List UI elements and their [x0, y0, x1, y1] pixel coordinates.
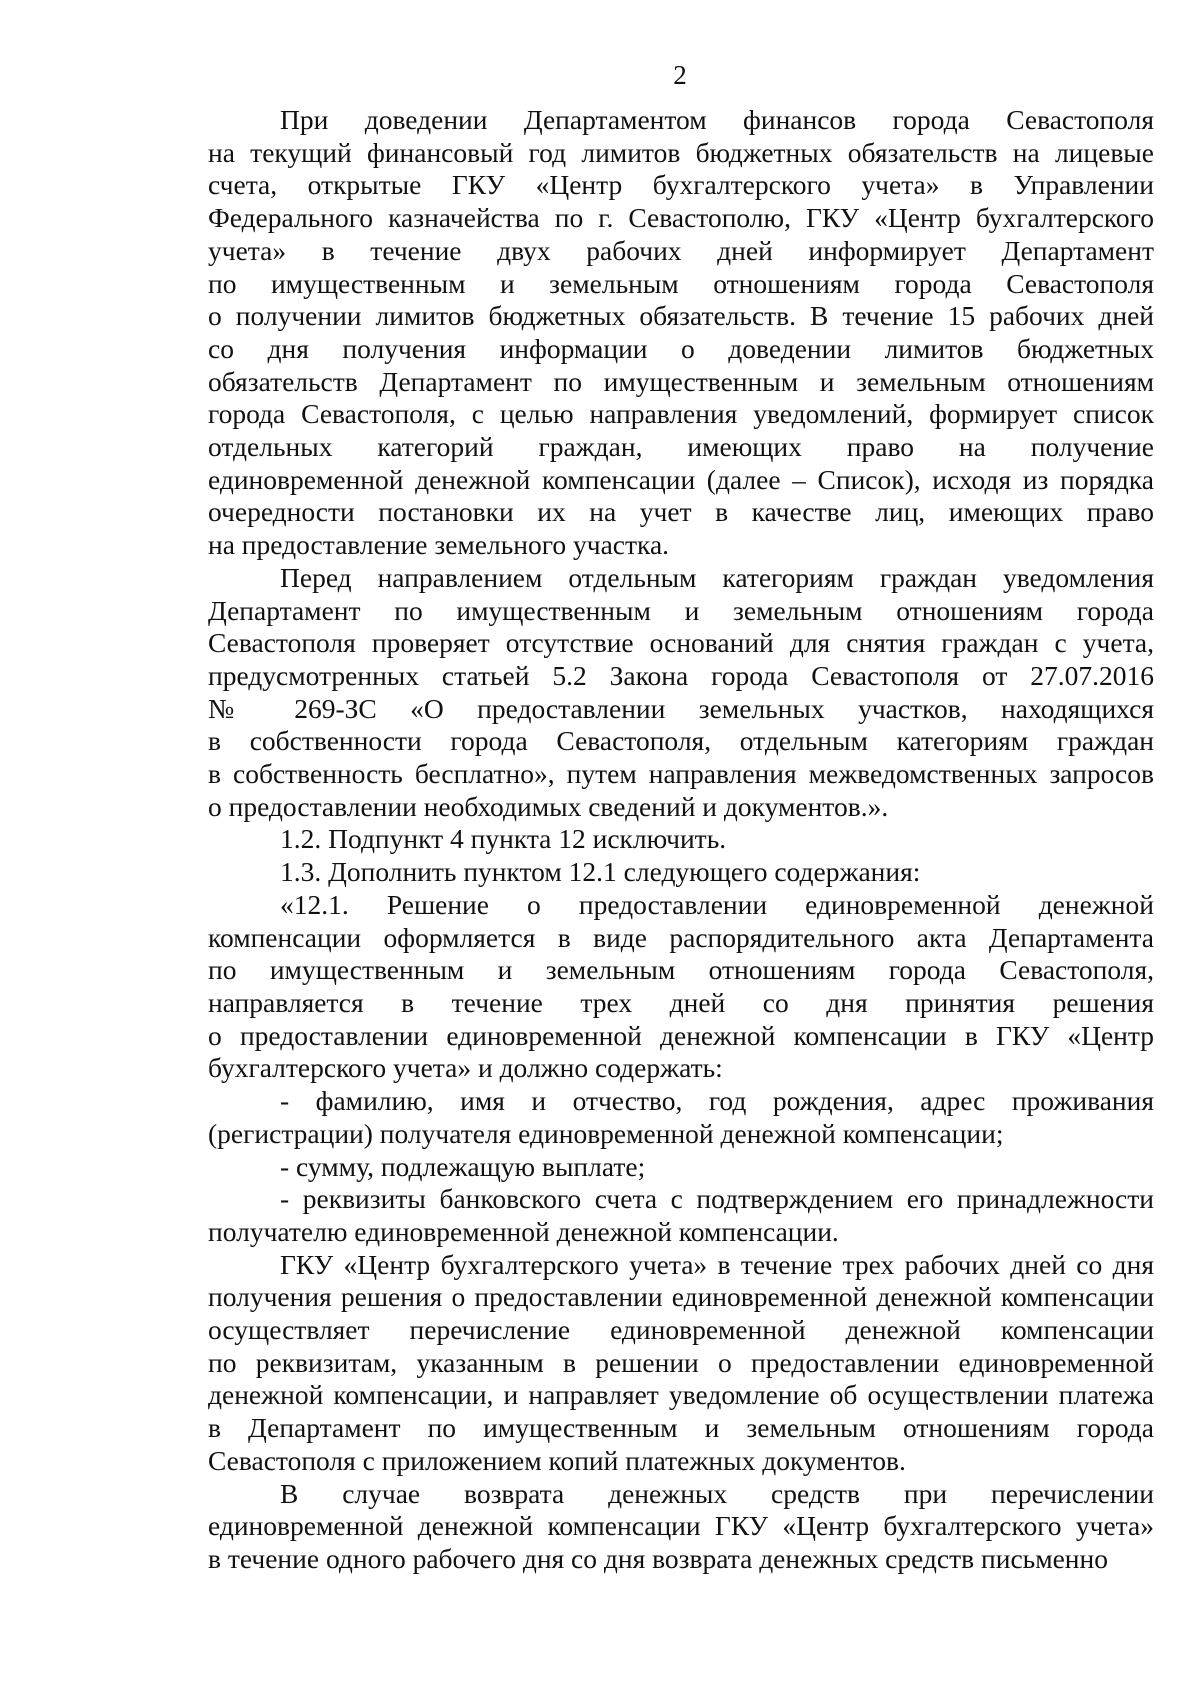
paragraph-limits-notification-line: Федерального казначейства по г. Севастополю, ГКУ «Центр бухгалтерского	[208, 202, 1154, 234]
paragraph-payment-transfer-line: осуществляет перечисление единовременной денежной компенсации	[208, 1314, 1154, 1346]
paragraph-item-12-1-line: направляется в течение трех дней со дня принятия решения	[208, 986, 1154, 1018]
paragraph-funds-return-line: В случае возврата денежных средств при перечислении	[280, 1477, 1154, 1509]
paragraph-pre-notification-check-line: Перед направлением отдельным категориям граждан уведомления	[280, 561, 1154, 593]
paragraph-item-1-2-line: 1.2. Подпункт 4 пункта 12 исключить.	[280, 823, 727, 855]
paragraph-limits-notification-line: о получении лимитов бюджетных обязательств. В течение 15 рабочих дней	[208, 300, 1154, 332]
paragraph-pre-notification-check-line: в собственность бесплатно», путем направления межведомственных запросов	[208, 758, 1154, 790]
paragraph-limits-notification-line: счета, открытые ГКУ «Центр бухгалтерского учета» в Управлении	[208, 169, 1154, 201]
paragraph-payment-transfer-line: Севастополя с приложением копий платежных документов.	[208, 1444, 906, 1476]
paragraph-pre-notification-check-line: о предоставлении необходимых сведений и документов.».	[208, 790, 889, 822]
list-item-bank-details-line: получателю единовременной денежной компенсации.	[208, 1215, 839, 1247]
paragraph-limits-notification-line: учета» в течение двух рабочих дней информирует Департамент	[208, 234, 1154, 266]
paragraph-pre-notification-check-line: № 269-ЗС «О предоставлении земельных участков, находящихся	[208, 692, 1154, 724]
paragraph-limits-notification-line: по имущественным и земельным отношениям города Севастополя	[208, 267, 1154, 299]
list-item-full-name-line: - фамилию, имя и отчество, год рождения, адрес проживания	[280, 1085, 1154, 1117]
paragraph-funds-return-line: в течение одного рабочего дня со дня возврата денежных средств письменно	[208, 1542, 1108, 1574]
paragraph-limits-notification-line: на предоставление земельного участка.	[208, 529, 670, 561]
paragraph-limits-notification-line: на текущий финансовый год лимитов бюджетных обязательств на лицевые	[208, 136, 1154, 168]
page-number: 2	[673, 60, 687, 90]
paragraph-item-12-1-line: о предоставлении единовременной денежной компенсации в ГКУ «Центр	[208, 1019, 1154, 1051]
paragraph-funds-return-line: единовременной денежной компенсации ГКУ «Центр бухгалтерского учета»	[208, 1510, 1154, 1542]
paragraph-payment-transfer-line: в Департамент по имущественным и земельным отношениям города	[208, 1412, 1154, 1444]
paragraph-payment-transfer-line: денежной компенсации, и направляет уведомление об осуществлении платежа	[208, 1379, 1154, 1411]
paragraph-item-12-1-line: «12.1. Решение о предоставлении единовременной денежной	[280, 888, 1154, 920]
paragraph-limits-notification-line: При доведении Департаментом финансов города Севастополя	[280, 104, 1154, 135]
paragraph-item-1-3-line: 1.3. Дополнить пунктом 12.1 следующего содержания:	[280, 856, 921, 888]
paragraph-limits-notification-line: города Севастополя, с целью направления уведомлений, формирует список	[208, 398, 1154, 430]
paragraph-limits-notification-line: отдельных категорий граждан, имеющих право на получение	[208, 431, 1154, 463]
list-item-full-name-line: (регистрации) получателя единовременной денежной компенсации;	[208, 1117, 1004, 1149]
paragraph-item-12-1-line: бухгалтерского учета» и должно содержать:	[208, 1052, 723, 1084]
paragraph-pre-notification-check-line: Департамент по имущественным и земельным отношениям города	[208, 594, 1154, 626]
paragraph-pre-notification-check-line: в собственности города Севастополя, отдельным категориям граждан	[208, 725, 1154, 757]
paragraph-payment-transfer-line: по реквизитам, указанным в решении о предоставлении единовременной	[208, 1346, 1154, 1378]
paragraph-pre-notification-check-line: предусмотренных статьей 5.2 Закона города Севастополя от 27.07.2016	[208, 659, 1154, 691]
paragraph-pre-notification-check-line: Севастополя проверяет отсутствие оснований для снятия граждан с учета,	[208, 627, 1154, 659]
paragraph-limits-notification-line: очередности постановки их на учет в качестве лиц, имеющих право	[208, 496, 1154, 528]
list-item-bank-details-line: - реквизиты банковского счета с подтверждением его принадлежности	[280, 1183, 1154, 1215]
list-item-amount-line: - сумму, подлежащую выплате;	[280, 1150, 646, 1182]
paragraph-item-12-1-line: по имущественным и земельным отношениям города Севастополя,	[208, 954, 1154, 986]
document-body	[208, 104, 1154, 1576]
paragraph-payment-transfer-line: ГКУ «Центр бухгалтерского учета» в течение трех рабочих дней со дня	[280, 1248, 1154, 1280]
paragraph-limits-notification-line: обязательств Департамент по имущественным и земельным отношениям	[208, 365, 1154, 397]
paragraph-item-12-1-line: компенсации оформляется в виде распорядительного акта Департамента	[208, 921, 1154, 953]
paragraph-limits-notification-line: со дня получения информации о доведении лимитов бюджетных	[208, 332, 1154, 364]
paragraph-limits-notification-line: единовременной денежной компенсации (далее – Список), исходя из порядка	[208, 463, 1154, 495]
paragraph-payment-transfer-line: получения решения о предоставлении единовременной денежной компенсации	[208, 1281, 1154, 1313]
